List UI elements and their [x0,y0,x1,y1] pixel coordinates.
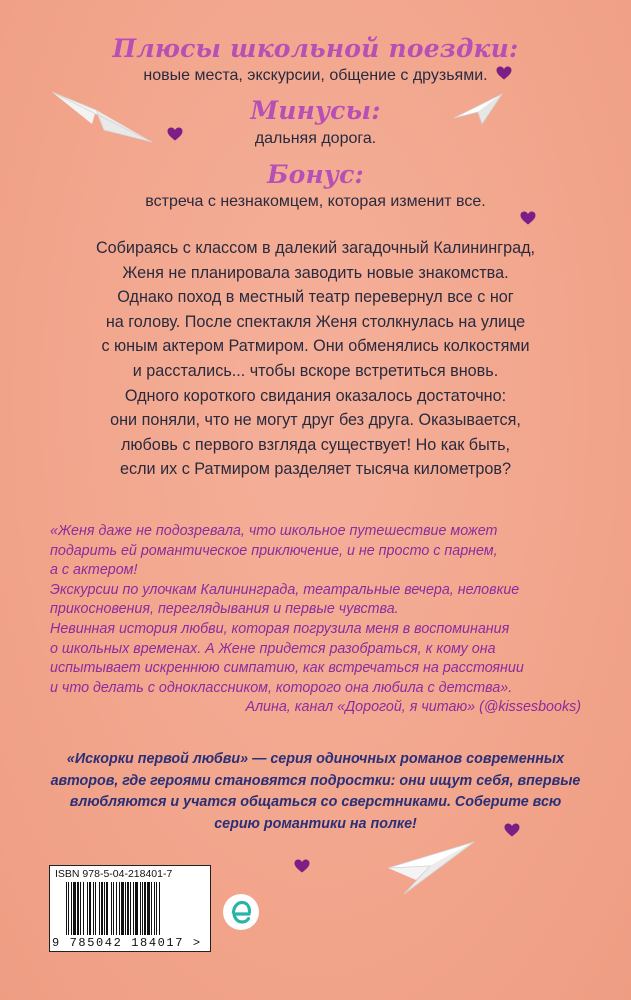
description-line: они поняли, что не могут друг без друга. Оказывается, [110,411,521,430]
series-line: «Искорки первой любви» — серия одиночных романов современных [66,751,565,767]
description-line: Однако поход в местный театр перевернул все с ног [117,288,514,307]
paper-plane-icon [452,88,504,128]
heart-icon [496,66,512,80]
review-line: и что делать с одноклассником, которого она любила с детства». [50,679,513,696]
review-signature: Алина, канал «Дорогой, я читаю» (@kissesbooks) [245,699,581,716]
review-line: а с актером! [50,562,138,579]
review-line: «Женя даже не подозревала, что школьное путешествие может [50,523,498,539]
review-line: Экскурсии по улочкам Калининграда, театральные вечера, неловкие [50,581,520,598]
paper-plane-icon [48,72,158,150]
publisher-logo-icon [222,893,260,931]
description [40,236,591,482]
isbn-label: ISBN 978-5-04-218401-7 [55,868,173,880]
minuses-text: дальняя дорога. [254,130,377,147]
minuses-title: Минусы: [250,96,381,125]
barcode-number: 9 785042 184017 > [52,936,202,950]
description-line: Женя не планировала заводить новые знакомства. [122,263,509,282]
description-line: с юным актером Ратмиром. Они обменялись колкостями [101,337,530,356]
series-line: серию романтики на полке! [214,815,417,832]
description-line: Собираясь с классом в далекий загадочный Калининград, [95,239,536,257]
series-line: авторов, где героями становятся подростки: они ищут себя, впервые [50,772,581,789]
review-line: подарить ей романтическое приключение, и не просто с парнем, [50,542,498,559]
heart-icon [520,211,536,225]
barcode-bars [66,882,204,935]
pluses-title: Плюсы школьной поездки: [112,34,519,63]
heart-icon [167,127,183,141]
review-line: о школьных временах. А Жене придется разобраться, к кому она [50,640,496,657]
paper-plane-icon [384,836,478,898]
description-line: на голову. После спектакля Женя столкнулась на улице [105,312,526,331]
barcode [49,865,211,952]
description-line: и расстались... чтобы вскоре встретиться вновь. [132,361,499,380]
bonus-title: Бонус: [267,160,364,189]
heart-icon [294,859,310,873]
series-blurb [50,749,581,835]
heart-icon [504,823,520,837]
review-line: Невинная история любви, которая погрузила меня в воспоминания [50,620,510,637]
description-line: любовь с первого взгляда существует! Но как быть, [120,435,511,454]
review-line: прикосновения, переглядывания и первые чувства. [50,601,399,618]
series-line: влюбляются и учатся общаться со сверстниками. Соберите всю [69,794,562,810]
bonus-text: встреча с незнакомцем, которая изменит все. [145,193,486,210]
pluses-text: новые места, экскурсии, общение с друзьями. [143,67,488,84]
description-line: Одного короткого свидания оказалось достаточно: [124,386,507,405]
review-line: испытывает искреннюю симпатию, как встречаться на расстоянии [50,660,524,677]
description-line: если их с Ратмиром разделяет тысяча километров? [119,460,512,479]
reader-review [50,522,581,718]
